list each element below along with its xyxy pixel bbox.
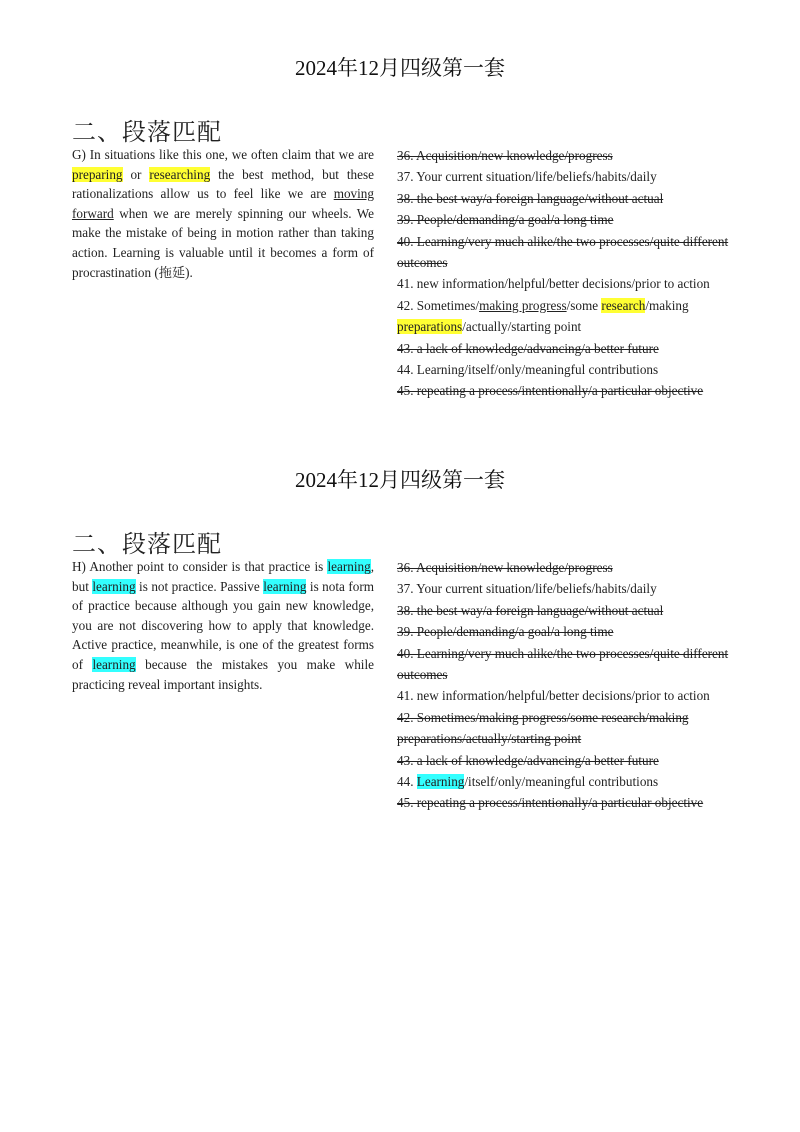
options-list — [397, 557, 757, 814]
highlighted-word: learning — [92, 578, 136, 594]
highlighted-word: researching — [149, 166, 211, 182]
option-41: 41. new information/helpful/better decisions/prior to action — [397, 276, 710, 292]
paragraph-text: when we are merely spinning our wheels. We make the mistake of being in motion rather than taking action. Learning is valuable until it becomes a form of procrastination (拖延). — [72, 205, 374, 280]
underlined-phrase: making progress — [479, 297, 567, 313]
paragraph-text: because the mistakes you make while practicing reveal important insights. — [72, 656, 374, 692]
highlighted-word: research — [601, 297, 646, 313]
option-37: 37. Your current situation/life/beliefs/habits/daily — [397, 581, 657, 597]
paragraph-text: is not practice. Passive — [135, 578, 264, 594]
option-text: 42. Sometimes/ — [397, 297, 480, 313]
option-42 — [397, 295, 757, 338]
highlighted-word: learning — [92, 656, 136, 672]
section-heading: 二、段落匹配 — [72, 532, 222, 558]
option-text: /some — [566, 297, 602, 313]
section-heading: 二、段落匹配 — [72, 120, 222, 146]
option-40: 40. Learning/very much alike/the two processes/quite different outcomes — [397, 233, 729, 271]
paragraph-h — [72, 557, 374, 694]
highlighted-word: learning — [327, 559, 371, 574]
option-37: 37. Your current situation/life/beliefs/habits/daily — [397, 169, 657, 185]
option-44 — [397, 771, 757, 792]
underlined-phrase: moving forward — [72, 186, 374, 221]
option-45: 45. repeating a process/intentionally/a particular objective — [397, 383, 704, 399]
highlighted-word: preparations — [397, 319, 463, 335]
highlighted-word: Learning — [416, 774, 465, 790]
option-39: 39. People/demanding/a goal/a long time — [397, 624, 614, 640]
option-text: 44. — [397, 774, 417, 790]
option-43: 43. a lack of knowledge/advancing/a better future — [397, 340, 659, 356]
option-43: 43. a lack of knowledge/advancing/a better future — [397, 752, 659, 768]
page-title: 2024年12月四级第一套 — [295, 56, 505, 80]
option-36: 36. Acquisition/new knowledge/progress — [397, 148, 613, 163]
paragraph-text: is nota form of practice because although you gain new knowledge, you are not discovering how to apply that knowledge. Active practice, meanwhile, is one of the greatest forms of — [72, 578, 374, 672]
option-38: 38. the best way/a foreign language/without actual — [397, 602, 664, 618]
page-title: 2024年12月四级第一套 — [295, 468, 505, 492]
option-42: 42. Sometimes/making progress/some research/making preparations/actually/starting point — [397, 709, 689, 747]
option-40: 40. Learning/very much alike/the two processes/quite different outcomes — [397, 645, 729, 683]
highlighted-word: preparing — [72, 166, 123, 182]
paragraph-g — [72, 145, 374, 282]
option-41: 41. new information/helpful/better decisions/prior to action — [397, 688, 710, 704]
option-36: 36. Acquisition/new knowledge/progress — [397, 560, 613, 575]
options-list — [397, 145, 757, 402]
option-text: /itself/only/meaningful contributions — [464, 774, 659, 790]
option-38: 38. the best way/a foreign language/without actual — [397, 190, 664, 206]
paragraph-text: or — [122, 166, 150, 182]
highlighted-word: learning — [263, 578, 307, 594]
option-text: /making — [645, 297, 689, 313]
option-45: 45. repeating a process/intentionally/a particular objective — [397, 795, 704, 811]
option-39: 39. People/demanding/a goal/a long time — [397, 212, 614, 228]
paragraph-text: the best method, but these rationalizations allow us to feel like we are — [72, 166, 374, 202]
option-44: 44. Learning/itself/only/meaningful contributions — [397, 362, 659, 378]
paragraph-text: H) Another point to consider is that practice is — [72, 559, 328, 574]
option-text: /actually/starting point — [462, 319, 582, 335]
paragraph-text: , but — [72, 559, 374, 594]
paragraph-text: G) In situations like this one, we often claim that we are — [72, 147, 374, 162]
